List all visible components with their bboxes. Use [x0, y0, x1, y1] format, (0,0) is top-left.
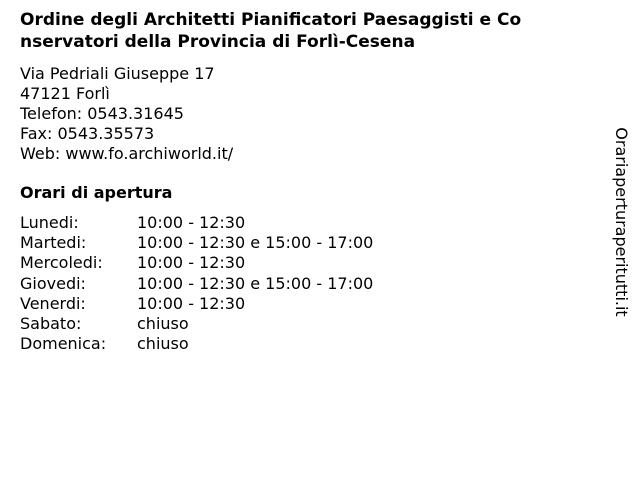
- fax-number: Fax: 0543.35573: [20, 124, 155, 143]
- hours-row-saturday: [20, 314, 373, 334]
- day-label: Martedi:: [20, 233, 87, 253]
- time-value: 10:00 - 12:30 e 15:00 - 17:00: [137, 273, 374, 293]
- time-value: 10:00 - 12:30 e 15:00 - 17:00: [137, 233, 374, 253]
- watermark-text: Orariaperturaperitutti.it: [612, 127, 631, 317]
- time-value: 10:00 - 12:30: [137, 293, 246, 313]
- hours-row-monday: [20, 213, 373, 233]
- day-label: Domenica:: [20, 334, 107, 354]
- hours-row-wednesday: [20, 253, 373, 273]
- city-postal: 47121 Forlì: [20, 84, 110, 103]
- hours-row-thursday: [20, 274, 373, 294]
- day-label: Venerdi:: [20, 293, 86, 313]
- page-title: [20, 9, 620, 53]
- day-label: Lunedi:: [20, 213, 79, 232]
- hours-row-tuesday: [20, 233, 373, 253]
- hours-row-sunday: [20, 334, 373, 354]
- time-value: chiuso: [137, 314, 189, 334]
- time-value: 10:00 - 12:30: [137, 253, 246, 273]
- street-address: Via Pedriali Giuseppe 17: [20, 64, 215, 83]
- site-watermark: [609, 127, 633, 317]
- day-label: Mercoledi:: [20, 253, 103, 273]
- day-label: Sabato:: [20, 314, 82, 334]
- opening-hours-table: [20, 213, 373, 354]
- time-value: 10:00 - 12:30: [137, 213, 246, 232]
- title-line-2: nservatori della Provincia di Forlì-Cesena: [20, 32, 416, 52]
- day-label: Giovedi:: [20, 273, 86, 293]
- address-block: [20, 64, 233, 164]
- time-value: chiuso: [137, 334, 189, 354]
- opening-hours-heading: Orari di apertura: [20, 183, 173, 202]
- website: Web: www.fo.archiworld.it/: [20, 144, 234, 163]
- phone-number: Telefon: 0543.31645: [20, 104, 184, 123]
- title-line-1: Ordine degli Architetti Pianificatori Paesaggisti e Co: [20, 10, 522, 30]
- hours-row-friday: [20, 294, 373, 314]
